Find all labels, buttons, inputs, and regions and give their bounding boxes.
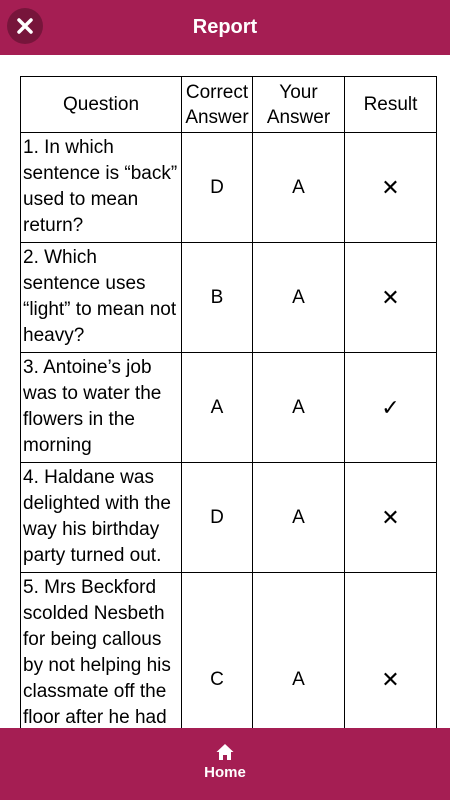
your-answer-cell: A — [253, 133, 345, 243]
report-content[interactable] — [0, 55, 450, 728]
correct-answer-cell: B — [182, 243, 253, 353]
question-cell: 1. In which sentence is “back” used to mean return? — [21, 133, 182, 243]
correct-answer-cell: C — [182, 573, 253, 787]
home-icon — [215, 742, 235, 762]
report-table — [20, 76, 437, 787]
footer-bar — [0, 728, 450, 800]
result-incorrect-icon: ✕ — [345, 463, 437, 573]
home-label: Home — [204, 764, 246, 781]
question-cell: 3. Antoine’s job was to water the flowers in the morning — [21, 353, 182, 463]
question-cell: 5. Mrs Beckford scolded Nesbeth for being callous by not helping his classmate off the floor after he had — [21, 573, 182, 787]
correct-answer-cell: A — [182, 353, 253, 463]
your-answer-cell: A — [253, 243, 345, 353]
page-title: Report — [192, 16, 258, 38]
your-answer-cell: A — [253, 463, 345, 573]
column-header-result: Result — [345, 77, 437, 133]
result-correct-icon: ✓ — [345, 353, 437, 463]
question-cell: 4. Haldane was delighted with the way his birthday party turned out. — [21, 463, 182, 573]
table-header-row — [21, 77, 437, 133]
result-incorrect-icon: ✕ — [345, 133, 437, 243]
table-row — [21, 243, 437, 353]
table-row — [21, 463, 437, 573]
table-row — [21, 133, 437, 243]
correct-answer-cell: D — [182, 463, 253, 573]
your-answer-cell: A — [253, 353, 345, 463]
correct-answer-cell: D — [182, 133, 253, 243]
header-bar — [0, 0, 450, 55]
result-incorrect-icon: ✕ — [345, 243, 437, 353]
table-row — [21, 353, 437, 463]
column-header-question: Question — [21, 77, 182, 133]
result-incorrect-icon: ✕ — [345, 573, 437, 787]
home-button[interactable] — [175, 738, 275, 794]
column-header-your-answer: Your Answer — [253, 77, 345, 133]
question-cell: 2. Which sentence uses “light” to mean not heavy? — [21, 243, 182, 353]
your-answer-cell: A — [253, 573, 345, 787]
column-header-correct-answer: Correct Answer — [182, 77, 253, 133]
